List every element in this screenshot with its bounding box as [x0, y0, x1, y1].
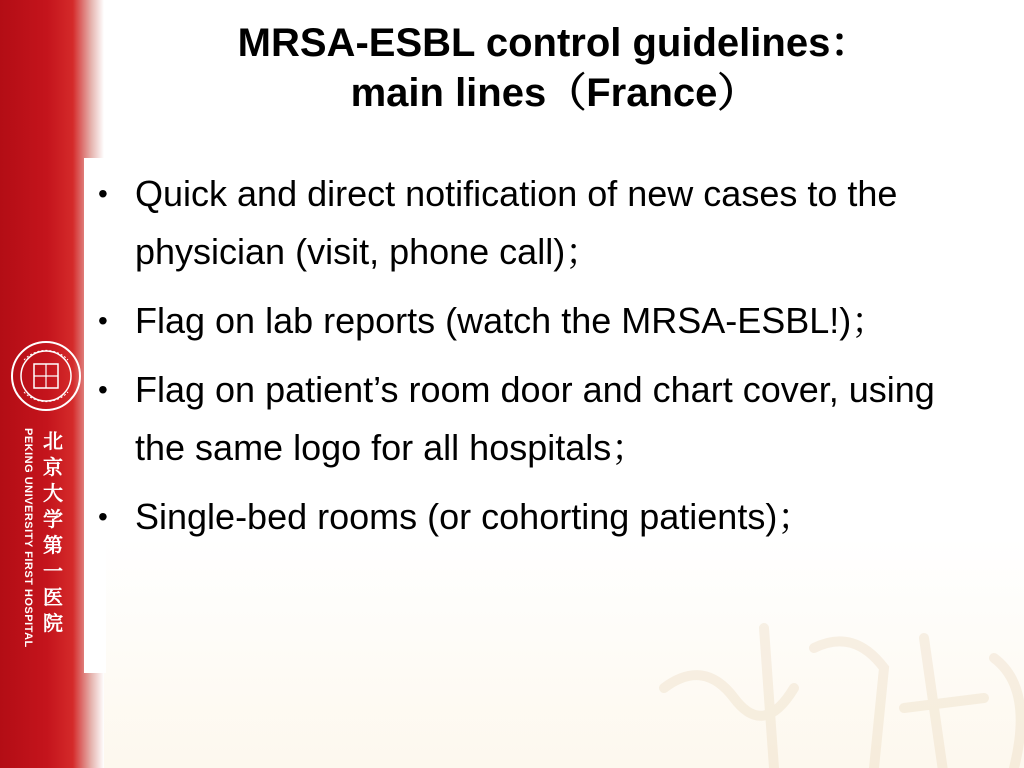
bullet-item [98, 165, 988, 281]
hospital-name-chinese [40, 428, 66, 678]
hospital-name-vertical [20, 428, 66, 678]
watermark-calligraphy-icon [644, 568, 1024, 768]
bullet-text: Flag on patient’s room door and chart cover, using the same logo for all hospitals； [135, 369, 935, 468]
hospital-name-char: 医 [43, 585, 63, 609]
bullet-text: Single-bed rooms (or cohorting patients)； [135, 496, 814, 537]
bullet-list [98, 165, 988, 557]
bullet-dot-icon: • [98, 305, 108, 336]
hospital-name-char: 一 [43, 559, 63, 583]
bullet-dot-icon: • [98, 178, 108, 209]
bullet-dot-icon: • [98, 501, 108, 532]
slide-title-line-1: MRSA-ESBL control guidelines： [237, 21, 871, 65]
slide-title-line-2: main lines（France） [350, 71, 758, 115]
bullet-item [98, 488, 988, 546]
bullet-dot-icon: • [98, 374, 108, 405]
bullet-item [98, 361, 988, 477]
hospital-name-char: 京 [43, 455, 63, 479]
bullet-text: Flag on lab reports (watch the MRSA-ESBL!)； [135, 300, 888, 341]
bullet-text: Quick and direct notification of new cases to the physician (visit, phone call)； [135, 173, 898, 272]
slide-title [104, 18, 1004, 118]
hospital-name-char: 院 [43, 611, 63, 635]
hospital-name-char: 大 [43, 481, 63, 505]
hospital-name-english: PEKING UNIVERSITY FIRST HOSPITAL [22, 428, 34, 648]
hospital-name-char: 北 [43, 429, 63, 453]
hospital-name-char: 第 [43, 533, 63, 557]
bullet-item [98, 292, 988, 350]
hospital-name-char: 学 [43, 507, 63, 531]
university-seal-icon [10, 340, 82, 412]
